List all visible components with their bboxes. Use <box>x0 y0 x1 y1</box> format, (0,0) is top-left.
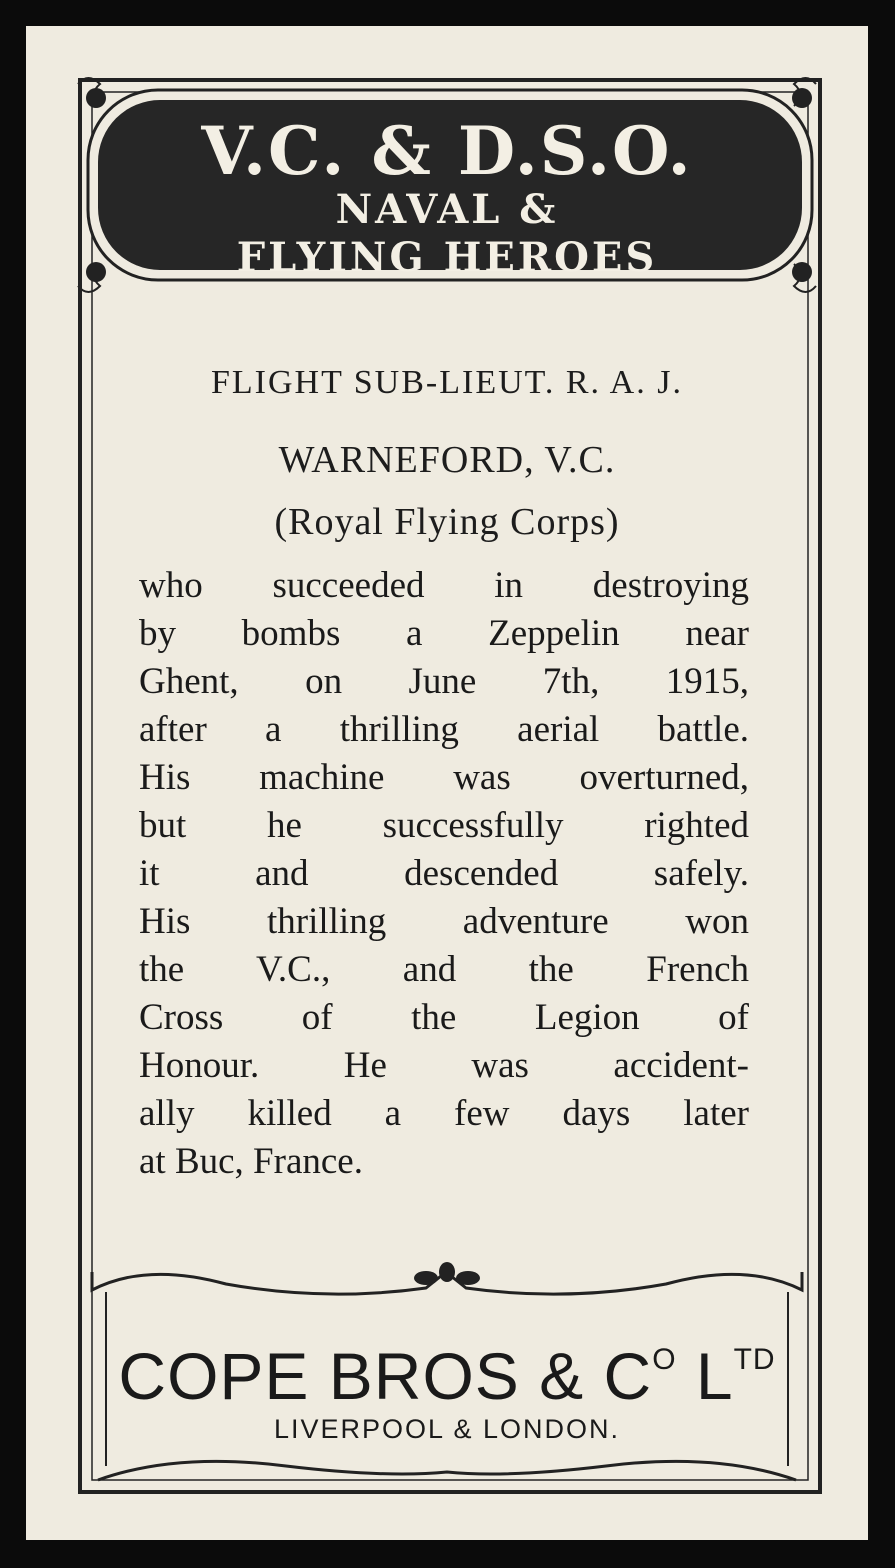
body-line: ally killed a few days later <box>139 1093 749 1134</box>
body-line: Cross of the Legion of <box>139 997 749 1038</box>
body-line: Ghent, on June 7th, 1915, <box>139 661 749 702</box>
body-line: after a thrilling aerial battle. <box>139 709 749 750</box>
body-line: the V.C., and the French <box>139 949 749 990</box>
company-td: TD <box>733 1343 776 1376</box>
company-name <box>26 1338 868 1414</box>
body-line: by bombs a Zeppelin near <box>139 613 749 654</box>
header-title: V.C. & D.S.O. <box>201 112 693 190</box>
company-o: O <box>652 1343 677 1376</box>
subject-unit: (Royal Flying Corps) <box>274 501 620 543</box>
company-main: COPE BROS & C <box>118 1339 653 1413</box>
body-line: His thrilling adventure won <box>139 901 749 942</box>
subject-rank: FLIGHT SUB-LIEUT. R. A. J. <box>211 364 683 401</box>
body-line: but he successfully righted <box>139 805 749 846</box>
leaf-ornament-icon <box>414 1262 480 1285</box>
body-line: His machine was overturned, <box>139 757 749 798</box>
cigarette-card <box>26 26 868 1540</box>
body-line: Honour. He was accident- <box>139 1045 749 1086</box>
subject-name: WARNEFORD, V.C. <box>278 439 616 481</box>
header-subtitle-flying: FLYING HEROES <box>236 234 658 281</box>
company-ltd: L <box>695 1339 734 1413</box>
body-line: it and descended safely. <box>139 853 749 894</box>
company-location: LIVERPOOL & LONDON. <box>273 1414 621 1444</box>
body-line: at Buc, France. <box>139 1141 363 1182</box>
header-subtitle-naval: NAVAL & <box>335 186 559 233</box>
body-line: who succeeded in destroying <box>139 565 749 606</box>
